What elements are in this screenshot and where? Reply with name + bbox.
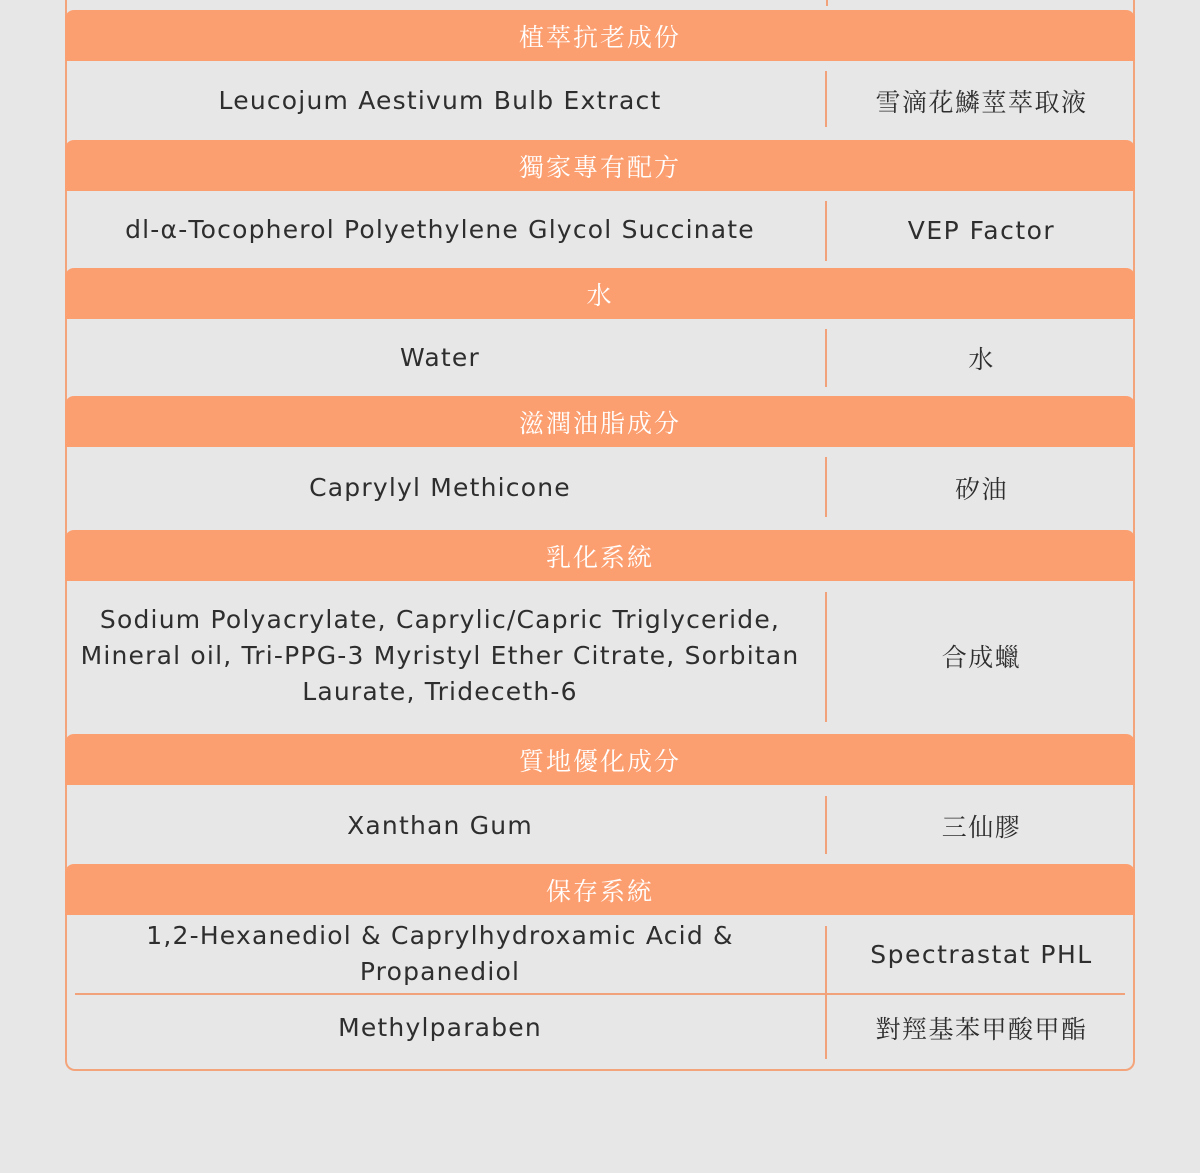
ingredient-inci-name: Caprylyl Methicone <box>309 473 571 502</box>
table-row <box>65 61 1135 141</box>
ingredient-chinese-name: 矽油 <box>954 475 1008 504</box>
ingredient-chinese-name: 合成蠟 <box>941 643 1022 672</box>
column-divider <box>825 995 827 1059</box>
ingredient-inci-name: Water <box>400 343 480 372</box>
column-divider <box>825 457 827 517</box>
table-row <box>65 191 1135 269</box>
ingredient-chinese-name: 三仙膠 <box>941 813 1022 842</box>
ingredient-inci-name: Xanthan Gum <box>347 811 533 840</box>
table-row <box>65 915 1135 993</box>
ingredient-inci-name: 1,2-Hexanediol & Caprylhydroxamic Acid & Propanediol <box>146 921 734 986</box>
column-divider <box>825 926 827 993</box>
ingredient-inci-name: Sodium Polyacrylate, Caprylic/Capric Triglyceride, Mineral oil, Tri-PPG-3 Myristyl Ether Citrate, Sorbitan Laurate, Trideceth-6 <box>80 605 800 706</box>
section-header: 乳化系統 <box>65 530 1135 581</box>
ingredient-chinese-name: 對羥基苯甲酸甲酯 <box>875 1015 1088 1044</box>
ingredient-chinese-name: 水 <box>968 345 995 374</box>
table-row <box>65 319 1135 397</box>
section-header: 植萃抗老成份 <box>65 10 1135 61</box>
ingredient-chinese-name: 雪滴花鱗莖萃取液 <box>875 88 1088 117</box>
column-divider <box>825 201 827 261</box>
table-row <box>65 785 1135 867</box>
section-header: 保存系統 <box>65 864 1135 915</box>
table-row <box>65 581 1135 731</box>
ingredient-chinese-name: Spectrastat PHL <box>870 939 1093 969</box>
table-row <box>65 995 1135 1061</box>
column-divider <box>825 329 827 387</box>
section-header: 滋潤油脂成分 <box>65 396 1135 447</box>
column-divider <box>825 71 827 127</box>
ingredient-inci-name: Methylparaben <box>338 1013 542 1042</box>
section-header: 獨家專有配方 <box>65 140 1135 191</box>
ingredient-chinese-name: VEP Factor <box>907 215 1056 245</box>
ingredient-inci-name: dl-α-Tocopherol Polyethylene Glycol Succinate <box>125 215 755 244</box>
column-divider <box>825 796 827 854</box>
column-divider <box>825 592 827 722</box>
section-header: 水 <box>65 268 1135 319</box>
section-header: 質地優化成分 <box>65 734 1135 785</box>
table-row <box>65 447 1135 529</box>
column-divider <box>826 0 828 6</box>
ingredient-inci-name: Leucojum Aestivum Bulb Extract <box>218 86 662 115</box>
